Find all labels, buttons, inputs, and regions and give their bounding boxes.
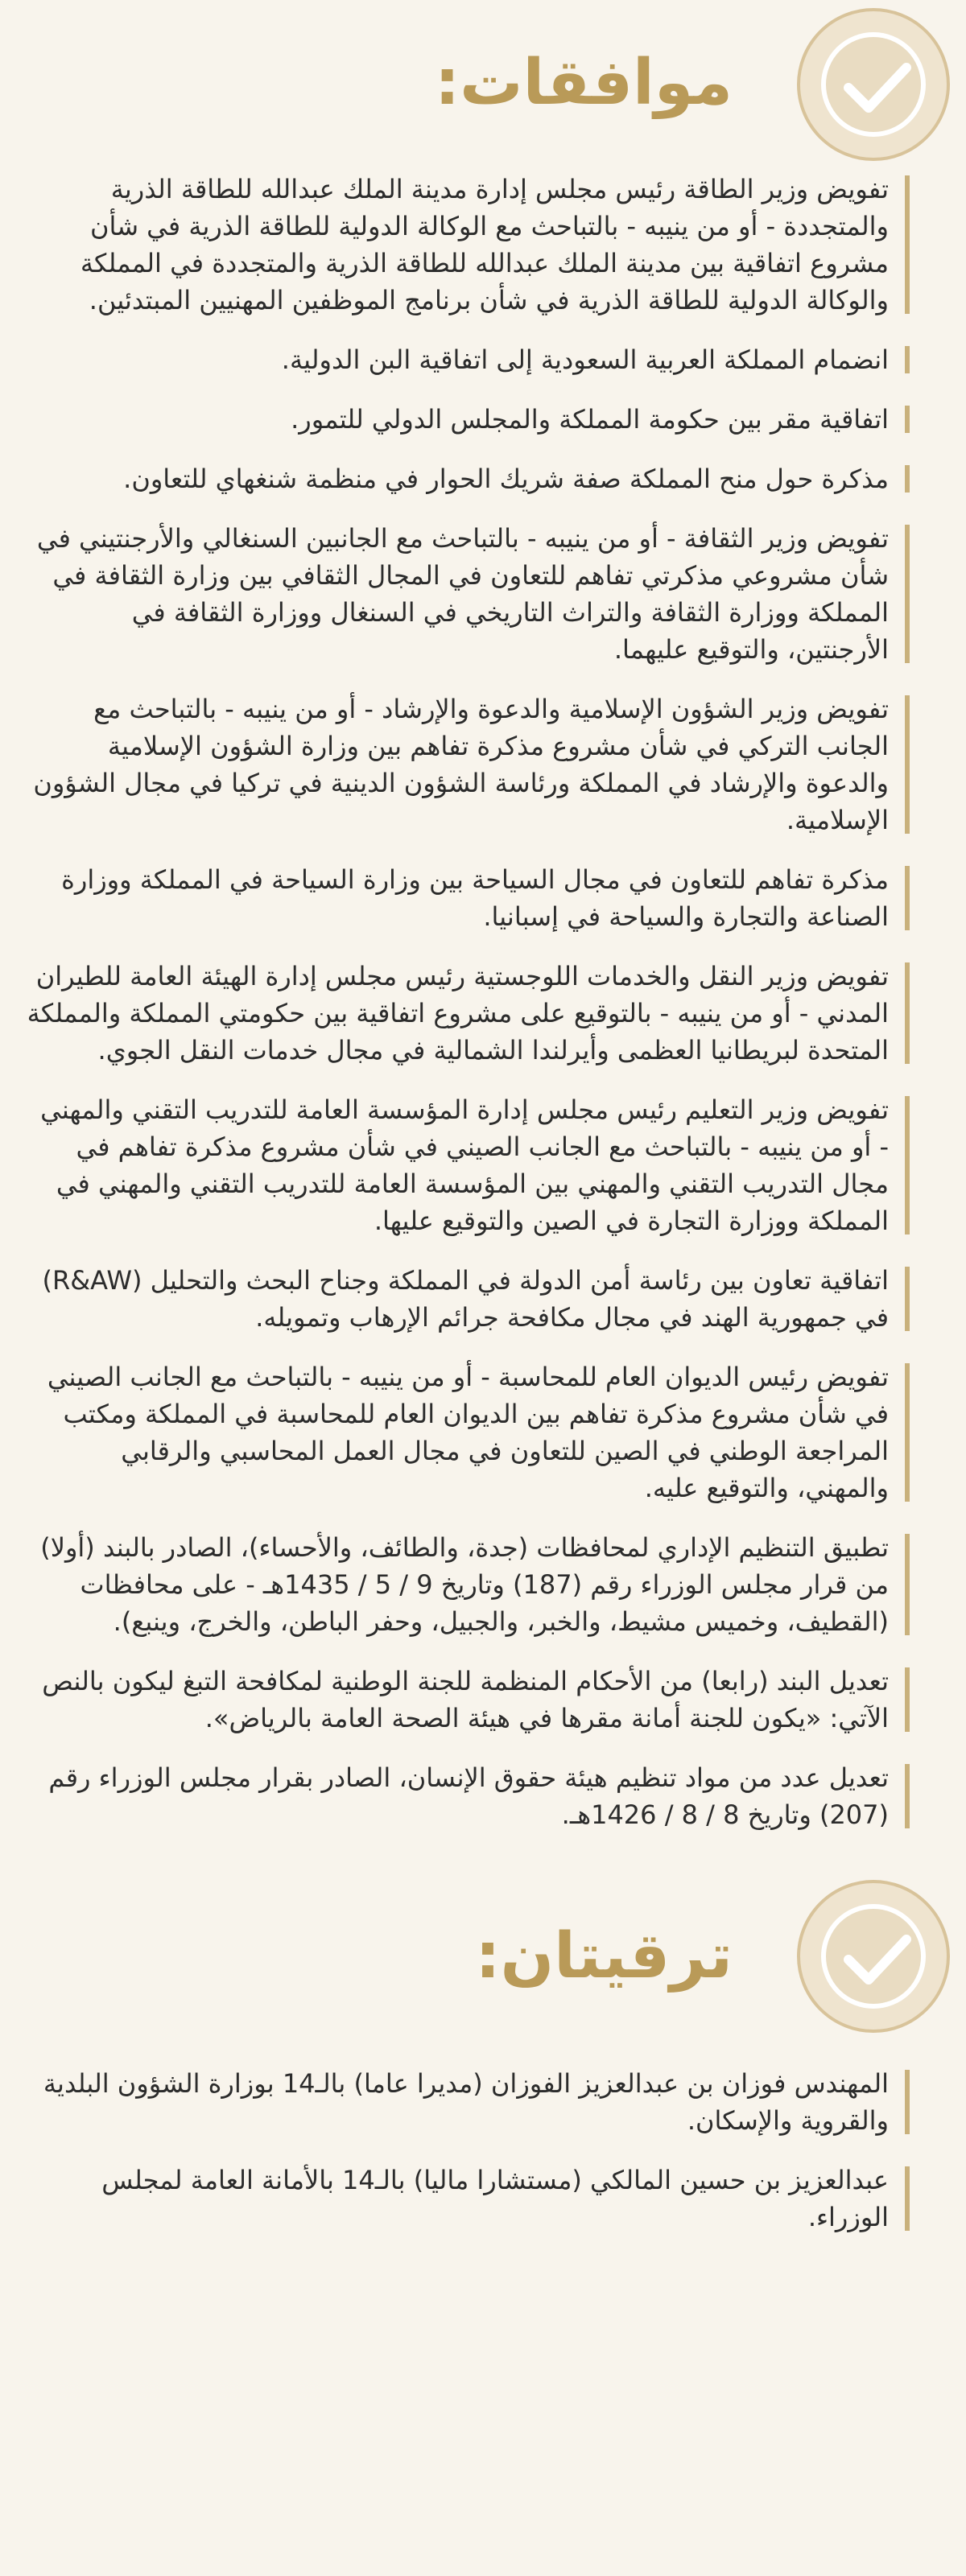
approval-item: مذكرة حول منح المملكة صفة شريك الحوار في منظمة شنغهاي للتعاون. <box>24 460 910 497</box>
approvals-header <box>0 0 966 161</box>
promotion-item: عبدالعزيز بن حسين المالكي (مستشارا ماليا) بالـ14 بالأمانة العامة لمجلس الوزراء. <box>24 2162 910 2236</box>
approval-item: مذكرة تفاهم للتعاون في مجال السياحة بين وزارة السياحة في المملكة ووزارة الصناعة والتجارة والسياحة في إسبانيا. <box>24 861 910 935</box>
approvals-title: موافقات: <box>434 47 733 119</box>
approvals-list <box>0 171 966 1833</box>
promotions-section <box>0 1856 966 2236</box>
approval-item: تفويض وزير الثقافة - أو من ينيبه - بالتباحث مع الجانبين السنغالي والأرجنتيني في شأن مشروعي مذكرتي تفاهم للتعاون في المجال الثقافي بين وزارة الثقافة في المملكة ووزارة الثقافة والتراث التاريخي في السنغال ووزارة الثقافة في الأرجنتين، والتوقيع عليهما. <box>24 520 910 668</box>
approval-item: تفويض رئيس الديوان العام للمحاسبة - أو من ينيبه - بالتباحث مع الجانب الصيني في شأن مشروع مذكرة تفاهم بين الديوان العام للمحاسبة في المملكة ومكتب المراجعة الوطني في الصين للتعاون في مجال العمل المحاسبي والرقابي والمهني، والتوقيع عليه. <box>24 1358 910 1506</box>
approval-item: انضمام المملكة العربية السعودية إلى اتفاقية البن الدولية. <box>24 341 910 378</box>
approval-item: تفويض وزير التعليم رئيس مجلس إدارة المؤسسة العامة للتدريب التقني والمهني - أو من ينيبه - بالتباحث مع الجانب الصيني في شأن مشروع مذكرة تفاهم في مجال التدريب التقني والمهني بين المؤسسة العامة للتدريب التقني والمهني في المملكة ووزارة التجارة في الصين والتوقيع عليها. <box>24 1091 910 1239</box>
approval-item: اتفاقية مقر بين حكومة المملكة والمجلس الدولي للتمور. <box>24 401 910 438</box>
promotions-header <box>0 1856 966 2065</box>
approval-item: تطبيق التنظيم الإداري لمحافظات (جدة، والطائف، والأحساء)، الصادر بالبند (أولا) من قرار مجلس الوزراء رقم (187) وتاريخ 9 / 5 / 1435هـ - على محافظات (القطيف، وخميس مشيط، والخبر، والجبيل، وحفر الباطن، والخرج، وينبع). <box>24 1529 910 1640</box>
approval-item: تعديل عدد من مواد تنظيم هيئة حقوق الإنسان، الصادر بقرار مجلس الوزراء رقم (207) وتاريخ 8 / 8 / 1426هـ. <box>24 1759 910 1833</box>
promotions-title: ترقيتان: <box>475 1920 733 1993</box>
approval-item: تعديل البند (رابعا) من الأحكام المنظمة للجنة الوطنية لمكافحة التبغ ليكون بالنص الآتي: «يكون للجنة أمانة مقرها في هيئة الصحة العامة بالرياض». <box>24 1663 910 1737</box>
approval-item: تفويض وزير الطاقة رئيس مجلس إدارة مدينة الملك عبدالله للطاقة الذرية والمتجددة - أو من ينيبه - بالتباحث مع الوكالة الدولية للطاقة الذرية في شأن مشروع اتفاقية بين مدينة الملك عبدالله للطاقة الذرية والمتجددة في المملكة والوكالة الدولية للطاقة الذرية في شأن برنامج الموظفين المهنيين المبتدئين. <box>24 171 910 319</box>
checkmark-icon <box>800 1883 953 2036</box>
approval-item: اتفاقية تعاون بين رئاسة أمن الدولة في المملكة وجناح البحث والتحليل (R&AW) في جمهورية الهند في مجال مكافحة جرائم الإرهاب وتمويله. <box>24 1262 910 1336</box>
promotions-list <box>0 2065 966 2236</box>
promotion-item: المهندس فوزان بن عبدالعزيز الفوزان (مديرا عاما) بالـ14 بوزارة الشؤون البلدية والقروية والإسكان. <box>24 2065 910 2139</box>
approval-item: تفويض وزير الشؤون الإسلامية والدعوة والإرشاد - أو من ينيبه - بالتباحث مع الجانب التركي في شأن مشروع مذكرة تفاهم بين وزارة الشؤون الإسلامية والدعوة والإرشاد في المملكة ورئاسة الشؤون الدينية في تركيا في مجال الشؤون الإسلامية. <box>24 690 910 839</box>
approvals-badge <box>797 8 950 161</box>
approval-item: تفويض وزير النقل والخدمات اللوجستية رئيس مجلس إدارة الهيئة العامة للطيران المدني - أو من ينيبه - بالتوقيع على مشروع اتفاقية بين حكومتي المملكة والمملكة المتحدة لبريطانيا العظمى وأيرلندا الشمالية في مجال خدمات النقل الجوي. <box>24 958 910 1069</box>
checkmark-icon <box>800 11 953 164</box>
promotions-badge <box>797 1880 950 2033</box>
